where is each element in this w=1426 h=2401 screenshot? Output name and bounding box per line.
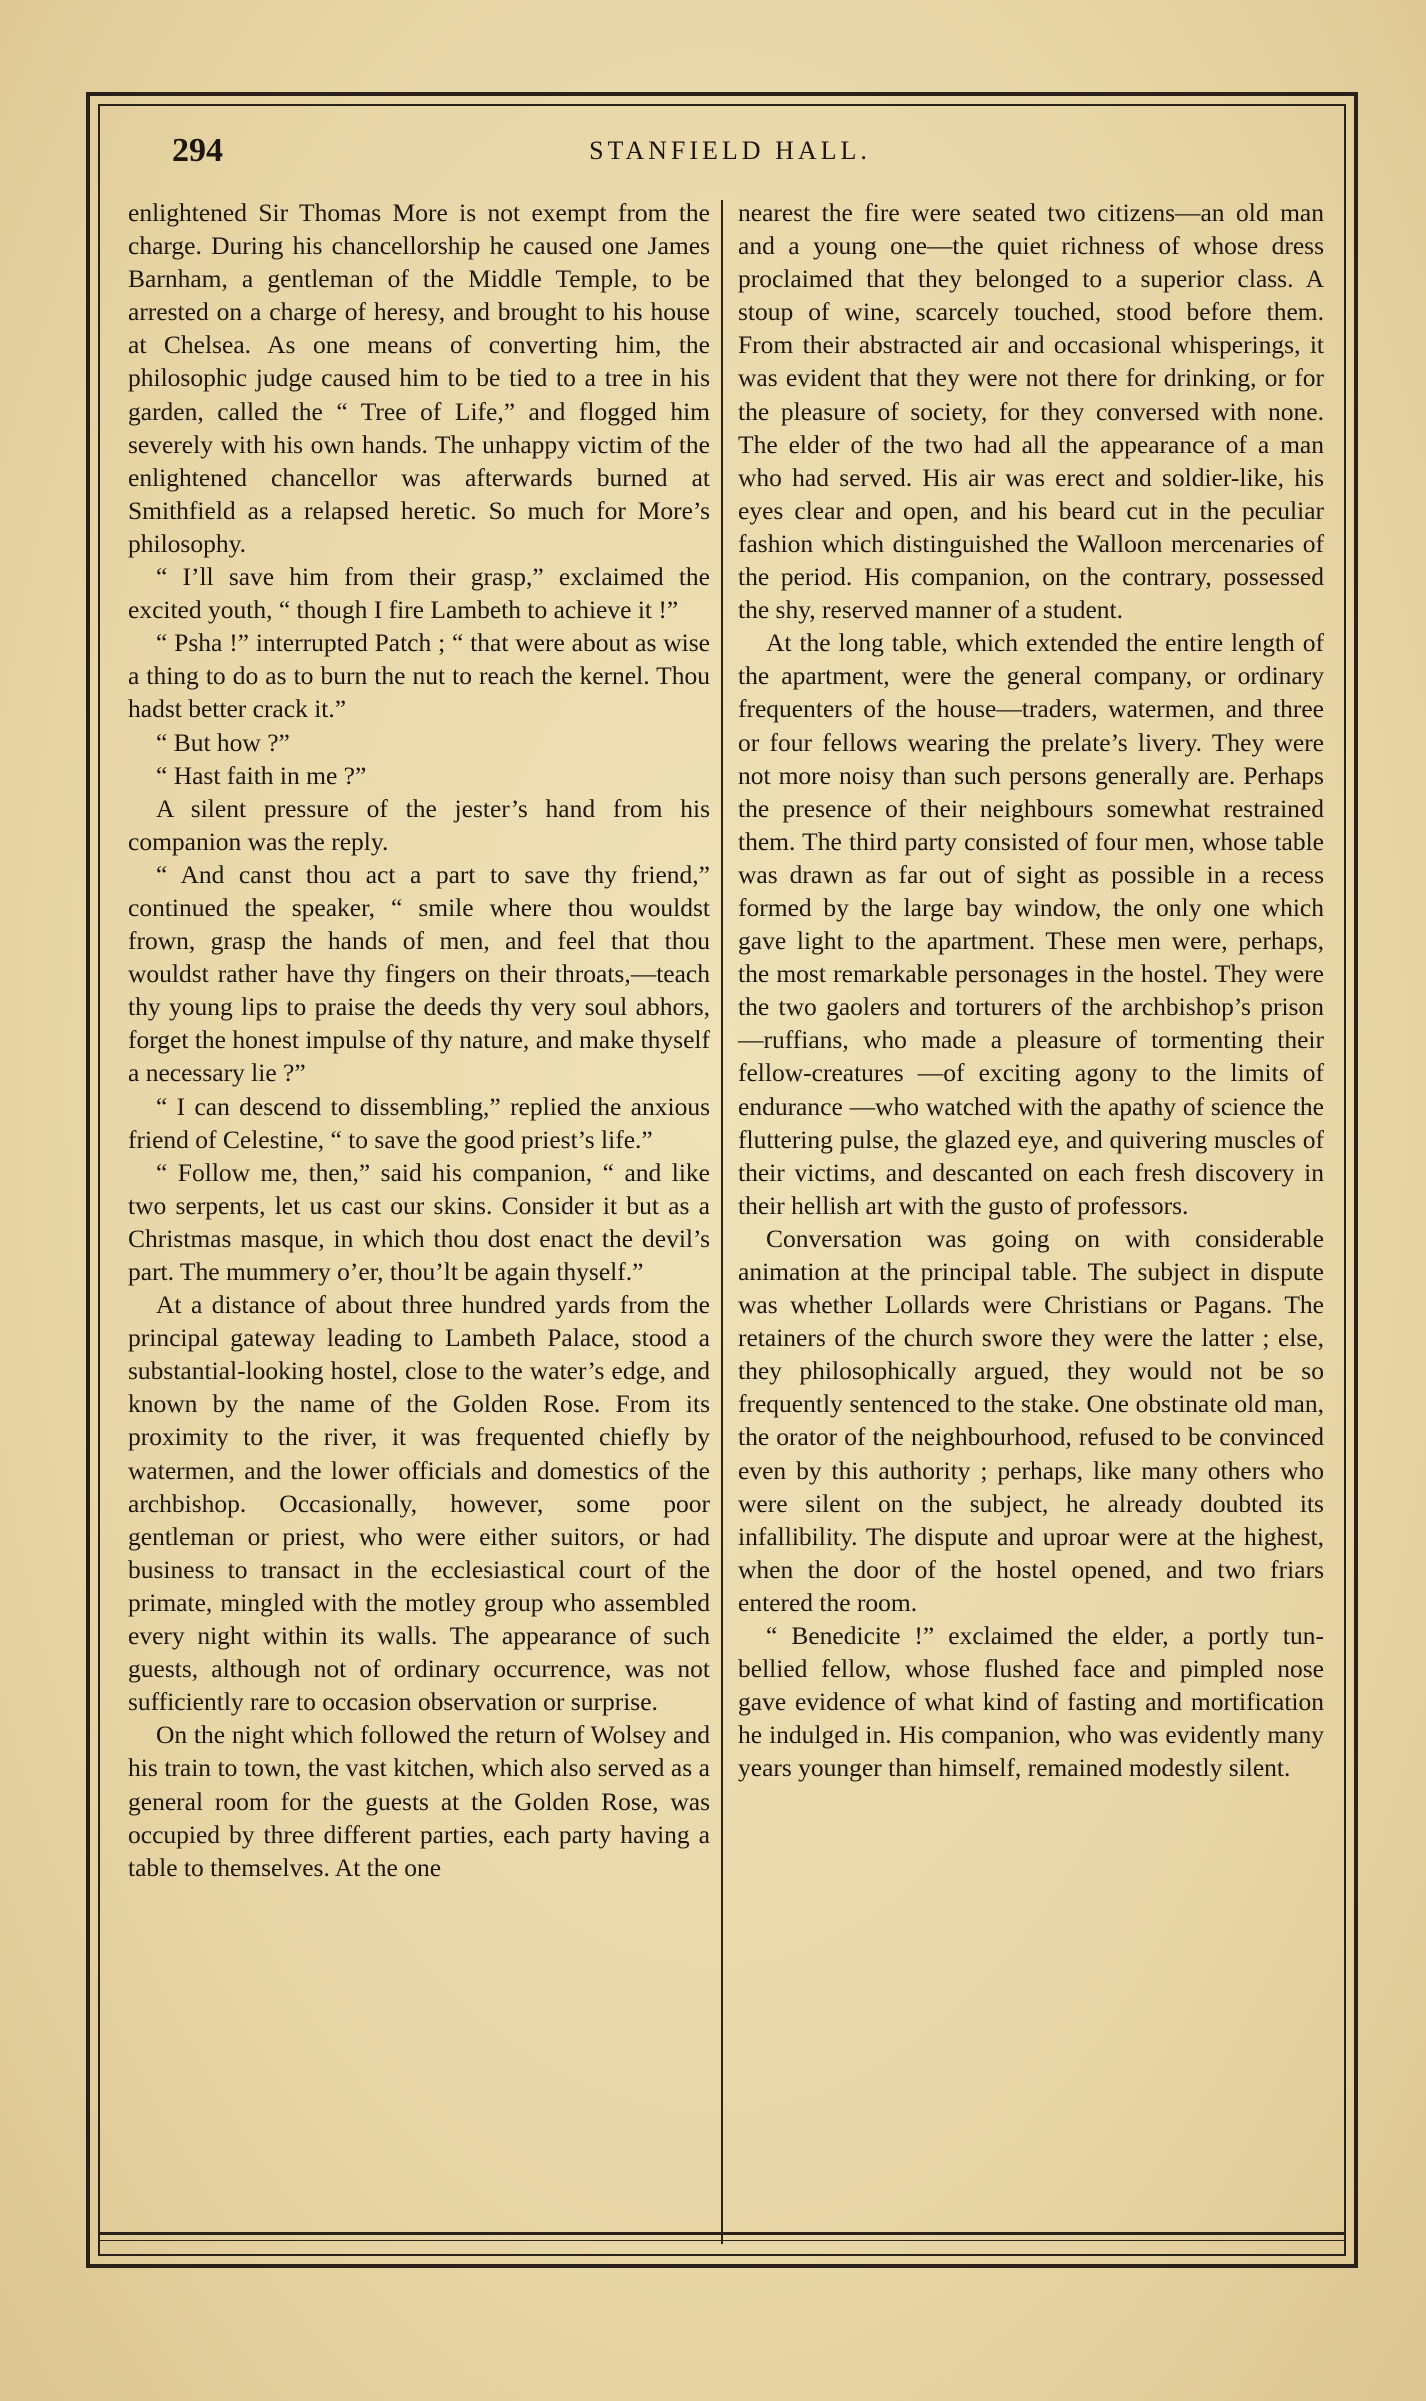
paragraph: “ And canst thou act a part to save thy friend,” continued the speaker, “ smile where thou wouldst frown, grasp the hands of men, and feel that thou wouldst rather have thy fingers on their throats,—teach thy young lips to praise the deeds thy very soul abhors, forget the honest impulse of thy nature, and make thyself a necessary lie ?” — [128, 859, 710, 1088]
paragraph: “ Psha !” interrupted Patch ; “ that were about as wise a thing to do as to burn the nut to reach the kernel. Thou hadst better crack it.” — [128, 628, 710, 724]
right-column — [738, 196, 1324, 2246]
paragraph: enlightened Sir Thomas More is not exempt from the charge. During his chancellorship he caused one James Barnham, a gentleman of the Middle Temple, to be arrested on a charge of heresy, and brought to his house at Chelsea. As one means of converting him, the philosophic judge caused him to be tied to a tree in his garden, called the “ Tree of Life,” and flogged him severely with his own hands. The unhappy victim of the enlightened chancellor was afterwards burned at Smithfield as a relapsed heretic. So much for More’s philosophy. — [128, 198, 710, 558]
page-number: 294 — [172, 132, 223, 169]
paragraph: “ Benedicite !” exclaimed the elder, a portly tun-bellied fellow, whose flushed face and pimpled nose gave evidence of what kind of fasting and mortification he indulged in. His companion, who was evidently many years younger than himself, remained modestly silent. — [738, 1621, 1324, 1783]
paragraph: On the night which followed the return of Wolsey and his train to town, the vast kitchen, which also served as a general room for the guests at the Golden Rose, was occupied by three different parties, each party having a table to themselves. At the one — [128, 1720, 710, 1882]
paragraph: nearest the fire were seated two citizens—an old man and a young one—the quiet richness of whose dress proclaimed that they belonged to a superior class. A stoup of wine, scarcely touched, stood before them. From their abstracted air and occasional whisperings, it was evident that they were not there for drinking, or for the pleasure of society, for they conversed with none. The elder of the two had all the appearance of a man who had served. His air was erect and soldier-like, his eyes clear and open, and his beard cut in the peculiar fashion which distinguished the Walloon mercenaries of the period. His companion, on the contrary, possessed the shy, reserved manner of a student. — [738, 198, 1324, 625]
running-title: STANFIELD HALL. — [589, 136, 871, 165]
paragraph: “ Hast faith in me ?” — [156, 760, 367, 790]
paragraph: Conversation was going on with considerable animation at the principal table. The subject in dispute was whether Lollards were Christians or Pagans. The retainers of the church swore they were the latter ; else, they philosophically argued, they would not be so frequently sentenced to the stake. One obstinate old man, the orator of the neighbourhood, refused to be convinced even by this authority ; perhaps, like many others who were silent on the subject, he already doubted its infallibility. The dispute and uproar were at the highest, when the door of the hostel opened, and two friars entered the room. — [738, 1223, 1324, 1617]
paragraph: At the long table, which extended the entire length of the apartment, were the general company, or ordinary frequenters of the house—traders, watermen, and three or four fellows wearing the prelate’s livery. They were not more noisy than such persons generally are. Perhaps the presence of their neighbours somewhat restrained them. The third party consisted of four men, whose table was drawn as far out of sight as possible in a recess formed by the large bay window, the only one which gave light to the apartment. These men were, perhaps, the most remarkable personages in the hostel. They were the two gaolers and torturers of the archbishop’s prison—ruffians, who made a pleasure of tormenting their fellow-creatures —of exciting agony to the limits of endurance —who watched with the apathy of science the fluttering pulse, the glazed eye, and quivering muscles of their victims, and descanted on each fresh discovery in their hellish art with the gusto of professors. — [738, 628, 1324, 1220]
bottom-rule — [98, 2232, 1346, 2235]
paragraph: “ I’ll save him from their grasp,” exclaimed the excited youth, “ though I fire Lambeth to achieve it !” — [128, 562, 710, 625]
paragraph: At a distance of about three hundred yards from the principal gateway leading to Lambeth Palace, stood a substantial-looking hostel, close to the water’s edge, and known by the name of the Golden Rose. From its proximity to the river, it was frequented chiefly by watermen, and the lower officials and domestics of the archbishop. Occasionally, however, some poor gentleman or priest, who were either suitors, or had business to transact in the ecclesiastical court of the primate, mingled with the motley group who assembled every night within its walls. The appearance of such guests, although not of ordinary occurrence, was not sufficiently rare to occasion observation or surprise. — [128, 1290, 710, 1717]
paragraph: “ But how ?” — [156, 727, 290, 757]
bottom-rule-thin — [98, 2240, 1346, 2241]
paragraph: “ Follow me, then,” said his companion, “ and like two serpents, let us cast our skins. Consider it but as a Christmas masque, in which thou dost enact the devil’s part. The mummery o’er, thou’lt be again thyself.” — [128, 1157, 710, 1286]
paragraph: A silent pressure of the jester’s hand from his companion was the reply. — [128, 793, 710, 856]
page-header — [130, 128, 1330, 178]
column-divider — [721, 200, 723, 2244]
left-column — [128, 196, 710, 2246]
paragraph: “ I can descend to dissembling,” replied the anxious friend of Celestine, “ to save the good priest’s life.” — [128, 1091, 710, 1154]
